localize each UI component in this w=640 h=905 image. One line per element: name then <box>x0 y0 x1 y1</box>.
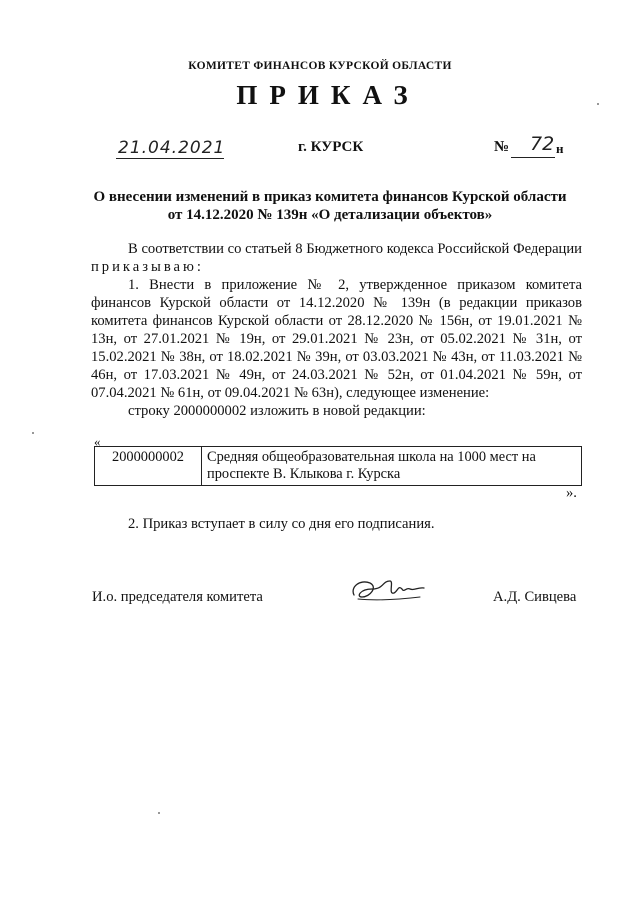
order-body <box>91 240 582 420</box>
number-underline <box>511 157 555 158</box>
committee-name: КОМИТЕТ ФИНАНСОВ КУРСКОЙ ОБЛАСТИ <box>188 60 452 72</box>
handwritten-date: 21.04.2021 <box>118 138 226 158</box>
item-1: 1. Внести в приложение № 2, утвержденное приказом комитета финансов Курской области от 14.12.2020 № 139н (в редакции приказов комитета финансов Курской области от 28.12.2020 № 156н, от 19.01.2021 № 13н, от 27.01.2021 № 19н, от 29.01.2021 № 23н, от 05.02.2021 № 31н, от 15.02.2021 № 38н, от 18.02.2021 № 39н, от 03.03.2021 № 43н, от 11.03.2021 № 46н, от 17.03.2021 № 49н, от 24.03.2021 № 52н, от 01.04.2021 № 59н, от 07.04.2021 № 61н, от 09.04.2021 № 63н), следующее изменение: <box>91 277 582 401</box>
handwritten-signature <box>348 573 428 607</box>
object-description-cell: Средняя общеобразовательная школа на 1000 мест на проспекте В. Клыкова г. Курска <box>202 447 582 486</box>
number-suffix: н <box>556 141 564 156</box>
handwritten-number: 72 <box>530 133 555 155</box>
signatory-name: А.Д. Сивцева <box>493 589 577 605</box>
preamble-colon: : <box>196 259 201 275</box>
subject-line-1: О внесении изменений в приказ комитета финансов Курской области <box>93 189 567 205</box>
order-subject <box>90 188 570 224</box>
document-type-title: ПРИКАЗ <box>236 80 420 110</box>
preamble-paragraph <box>91 240 582 276</box>
scan-speck <box>597 103 599 105</box>
line-instruction: строку 2000000002 изложить в новой редакции: <box>128 403 426 419</box>
item-2: 2. Приказ вступает в силу со дня его подписания. <box>128 516 435 532</box>
city: г. КУРСК <box>298 139 364 155</box>
object-code-cell: 2000000002 <box>95 447 202 486</box>
signatory-role: И.о. председателя комитета <box>92 589 263 605</box>
date-underline <box>116 158 224 159</box>
scan-speck <box>158 812 160 814</box>
object-code-table <box>94 446 582 486</box>
order-verb: приказываю <box>91 259 197 275</box>
closing-quote: ». <box>566 485 577 501</box>
number-sign: № <box>494 139 510 155</box>
scan-speck <box>32 432 34 434</box>
subject-line-2: от 14.12.2020 № 139н «О детализации объектов» <box>167 207 493 223</box>
table-row <box>95 447 582 486</box>
opening-quote: « <box>94 434 101 449</box>
preamble-text: В соответствии со статьей 8 Бюджетного кодекса Российской Федерации <box>128 241 582 257</box>
